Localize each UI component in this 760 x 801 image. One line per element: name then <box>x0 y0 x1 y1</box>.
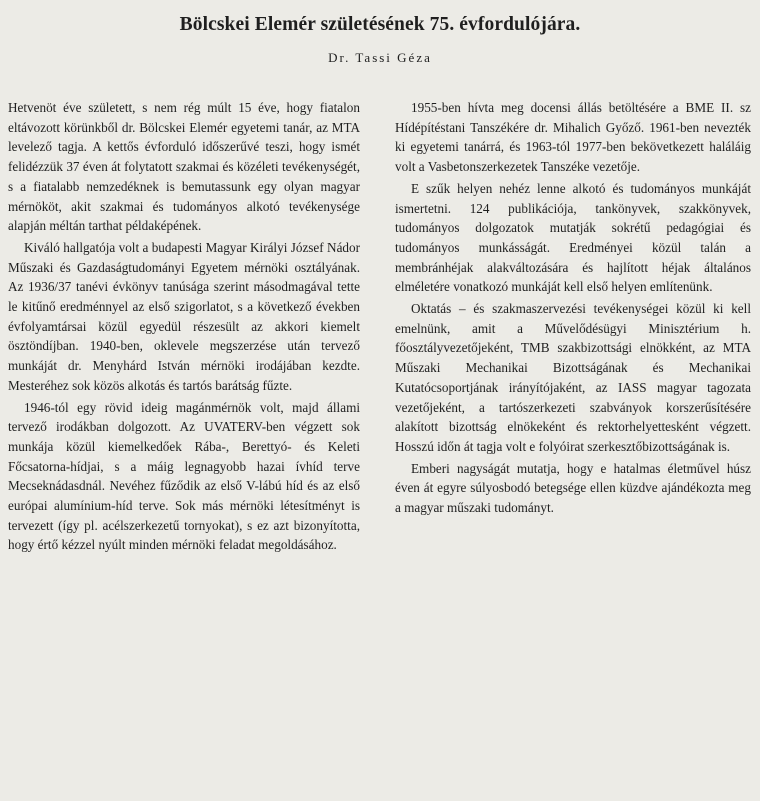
article-title: Bölcskei Elemér születésének 75. évfordulójára. <box>179 14 581 35</box>
paragraph: Oktatás – és szakmaszervezési tevékenységei közül ki kell emelnünk, amit a Művelődésügyi Minisztérium h. főosztályvezetőjeként, TMB szakbizottsági elnökként, az MTA Műszaki Mechanikai Bizottságának és Mechanikai Kutatócsoportjának irányítójaként, az IASS magyar tagozata vezetőjeként, a tartószerkezeti szabványok korszerűsítésére alakított bizottság elnökeként és rektorhelyettesként végzett. Hosszú időn át tagja volt e folyóirat szerkesztőbizottságának is. <box>395 301 751 454</box>
article-author: Dr. Tassi Géza <box>328 50 432 65</box>
paragraph: Hetvenöt éve született, s nem rég múlt 15 éve, hogy fiatalon eltávozott körünkből dr. Bölcskei Elemér egyetemi tanár, az MTA levelező tagja. A kettős évforduló időszerűvé teszi, hogy ismét felidézzük 37 éven át folytatott szakmai és közéleti tevékenységét, s a fiatalabb nemzedéknek is bemutassunk egy olyan magyar mérnököt, akit szakmai és tudományos alkotó tevékenysége alapján méltán tarthat példaképének. <box>8 100 360 234</box>
paragraph: Emberi nagyságát mutatja, hogy e hatalmas életművel húsz éven át egyre súlyosbodó betegsége ellen küzdve ajándékozta meg a magyar műszaki tudományt. <box>395 460 751 516</box>
paragraph: 1946-tól egy rövid ideig magánmérnök volt, majd állami tervező irodákban dolgozott. Az UVATERV-ben végzett sok munkája közül kiemelkedőek Rába-, Berettyó- és Keleti Főcsatorna-hídjai, s a máig legnagyobb hazai ívhíd terve Mecseknádasdnál. Nevéhez fűződik az első V-lábú híd és az első európai alumínium-híd terve. Sok más mérnöki létesítményt is tervezett (így pl. acélszerkezetű tornyokat), s ez azt bizonyította, hogy értő kézzel nyúlt minden mérnöki feladat megoldásához. <box>8 399 360 553</box>
paragraph: E szűk helyen nehéz lenne alkotó és tudományos munkáját ismertetni. 124 publikációja, tankönyvek, szakkönyvek, tudományos dolgozatok mutatják sokrétű pedagógiai és tudományos munkásságát. Eredményei közül talán a membránhéjak alakváltozására és hajlított héjak általános elméletére vonatkozó munkáját kell első helyen említenünk. <box>395 180 751 295</box>
left-column <box>8 98 360 557</box>
right-column <box>395 98 751 520</box>
paragraph: Kiváló hallgatója volt a budapesti Magyar Királyi József Nádor Műszaki és Gazdaságtudományi Egyetem mérnöki osztályának. Az 1936/37 tanévi évkönyv tanúsága szerint másodmagával tette le kitűnő eredménnyel az első szigorlatot, s a következő években évfolyamtársai közül egyedül részesült az akkori kiemelt ösztöndíjban. 1940-ben, oklevele megszerzése után tervező munkáját dr. Menyhárd István mérnöki irodájában kezdte. Mesteréhez sok közös alkotás és tartós barátság fűzte. <box>8 239 360 393</box>
paragraph: 1955-ben hívta meg docensi állás betöltésére a BME II. sz Hídépítéstani Tanszékére dr. Mihalich Győző. 1961-ben nevezték ki egyetemi tanárrá, és 1963-tól 1977-ben bekövetkezett haláláig volt a Vasbetonszerkezetek Tanszéke vezetője. <box>395 100 751 175</box>
